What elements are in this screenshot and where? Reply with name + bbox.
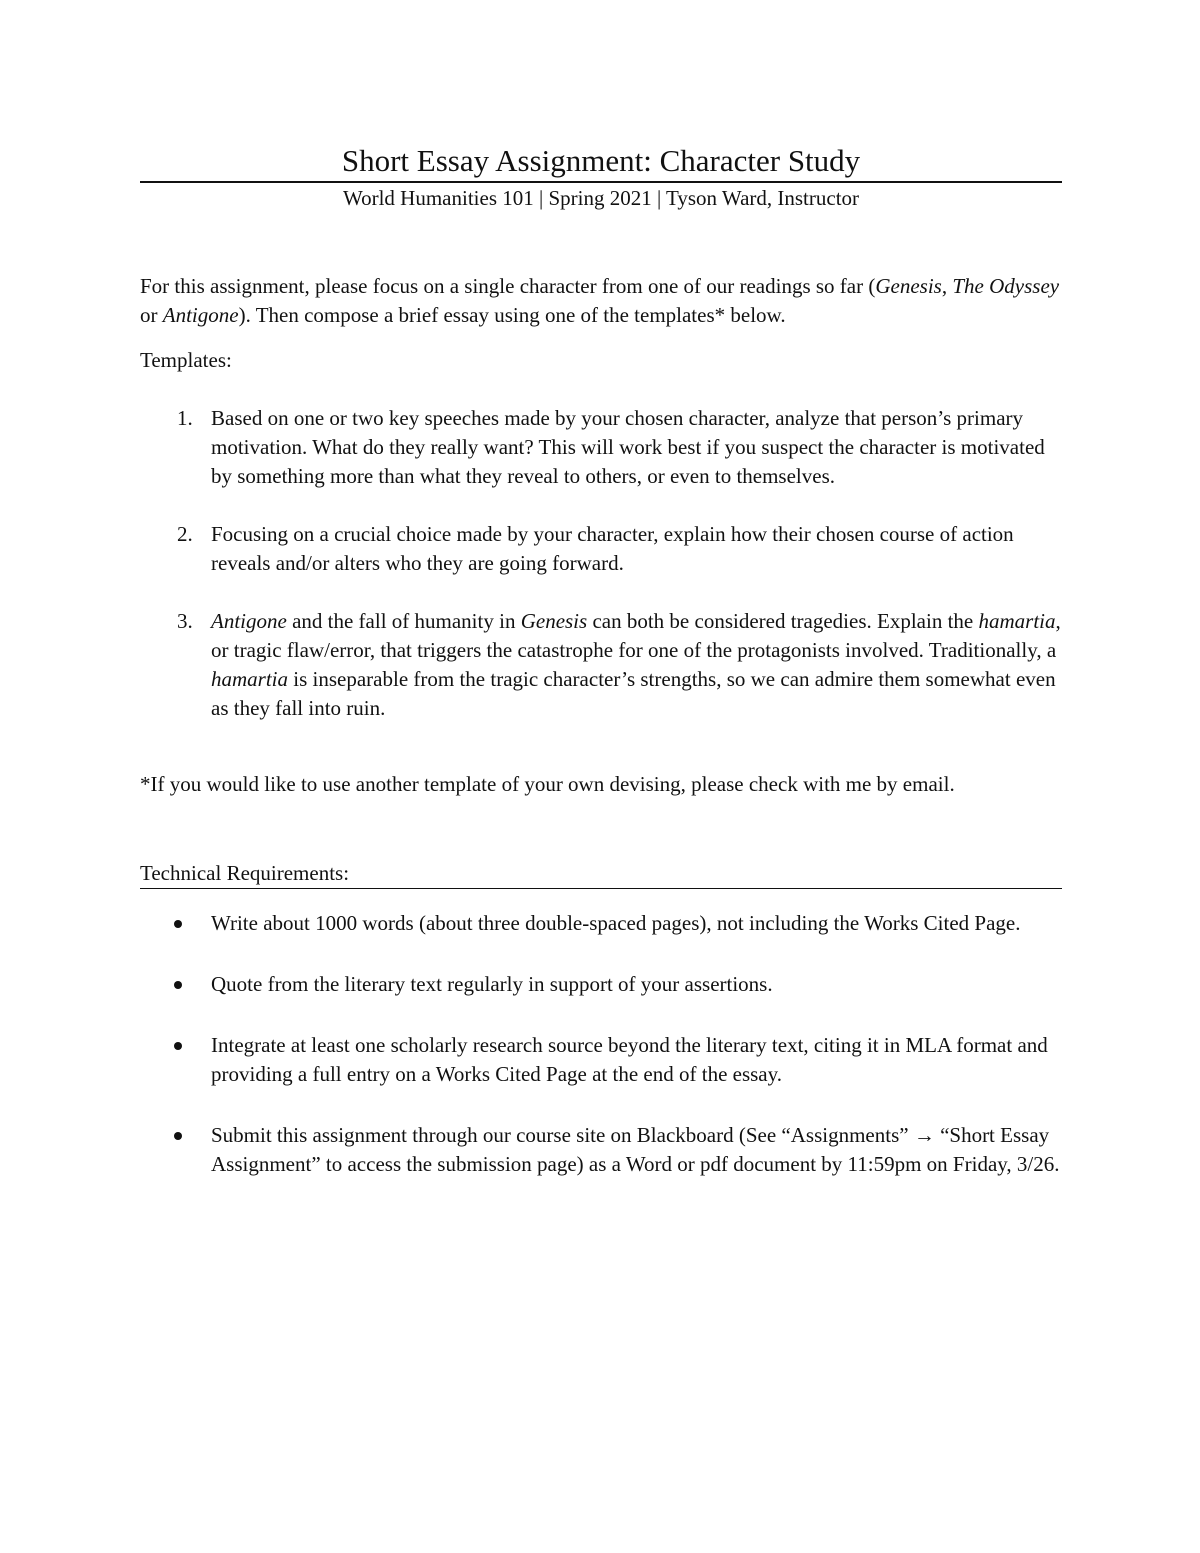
templates-heading: Templates: [140,348,232,372]
requirement-item [140,1031,1062,1089]
intro-title-odyssey: The Odyssey [952,274,1060,298]
title-divider [140,181,1062,183]
template-item-2 [140,520,1062,578]
templates-list [140,404,1062,723]
term-hamartia: hamartia [211,667,289,691]
template-text: , or tragic flaw/error, that triggers the catastrophe for one of the protagonists involved. Traditionally, a [211,609,1061,662]
template-item-3 [140,607,1062,723]
intro-text: For this assignment, please focus on a single character from one of our readings so far ( [140,274,876,298]
intro-title-antigone: Antigone [162,303,239,327]
requirement-text: Quote from the literary text regularly in support of your assertions. [211,972,773,996]
course-subtitle: World Humanities 101 | Spring 2021 | Tyson Ward, Instructor [342,186,860,210]
bullet-icon [174,981,182,989]
template-item-1 [140,404,1062,491]
intro-comma: , [941,274,953,298]
bullet-icon [174,1132,182,1140]
section-divider [140,888,1062,889]
title-antigone: Antigone [211,609,287,633]
technical-requirements-heading: Technical Requirements: [140,861,350,885]
intro-or: or [140,303,163,327]
intro-text-end: ). Then compose a brief essay using one of the templates* below. [238,303,786,327]
intro-paragraph [140,272,1062,330]
template-text: Based on one or two key speeches made by your chosen character, analyze that person’s primary motivation. What do they really want? This will work best if you suspect the character is motivated by something more than what they reveal to others, or even to themselves. [211,406,1045,488]
requirement-text: Integrate at least one scholarly research source beyond the literary text, citing it in MLA format and providing a full entry on a Works Cited Page at the end of the essay. [211,1033,1048,1086]
requirement-text: Submit this assignment through our course site on Blackboard (See “Assignments” → “Short Essay Assignment” to access the submission page) as a Word or pdf document by 11:59pm on Friday, 3/26. [211,1123,1060,1176]
requirements-list [140,909,1062,1179]
bullet-icon [174,1042,182,1050]
intro-title-genesis: Genesis [875,274,942,298]
term-hamartia: hamartia [978,609,1056,633]
bullet-icon [174,920,182,928]
template-text: is inseparable from the tragic character’s strengths, so we can admire them somewhat even as they fall into ruin. [211,667,1056,720]
template-text: can both be considered tragedies. Explain the [587,609,979,633]
template-footnote: *If you would like to use another template of your own devising, please check with me by email. [140,772,955,796]
requirement-item [140,909,1062,938]
title-genesis: Genesis [520,609,588,633]
template-text: and the fall of humanity in [286,609,521,633]
template-text: Focusing on a crucial choice made by your character, explain how their chosen course of action reveals and/or alters who they are going forward. [211,522,1014,575]
requirement-item [140,1121,1062,1179]
list-number: 2. [177,522,193,546]
page-title: Short Essay Assignment: Character Study [341,143,861,178]
list-number: 3. [177,609,193,633]
requirement-item [140,970,1062,999]
requirement-text: Write about 1000 words (about three double-spaced pages), not including the Works Cited Page. [211,911,1021,935]
list-number: 1. [177,406,193,430]
